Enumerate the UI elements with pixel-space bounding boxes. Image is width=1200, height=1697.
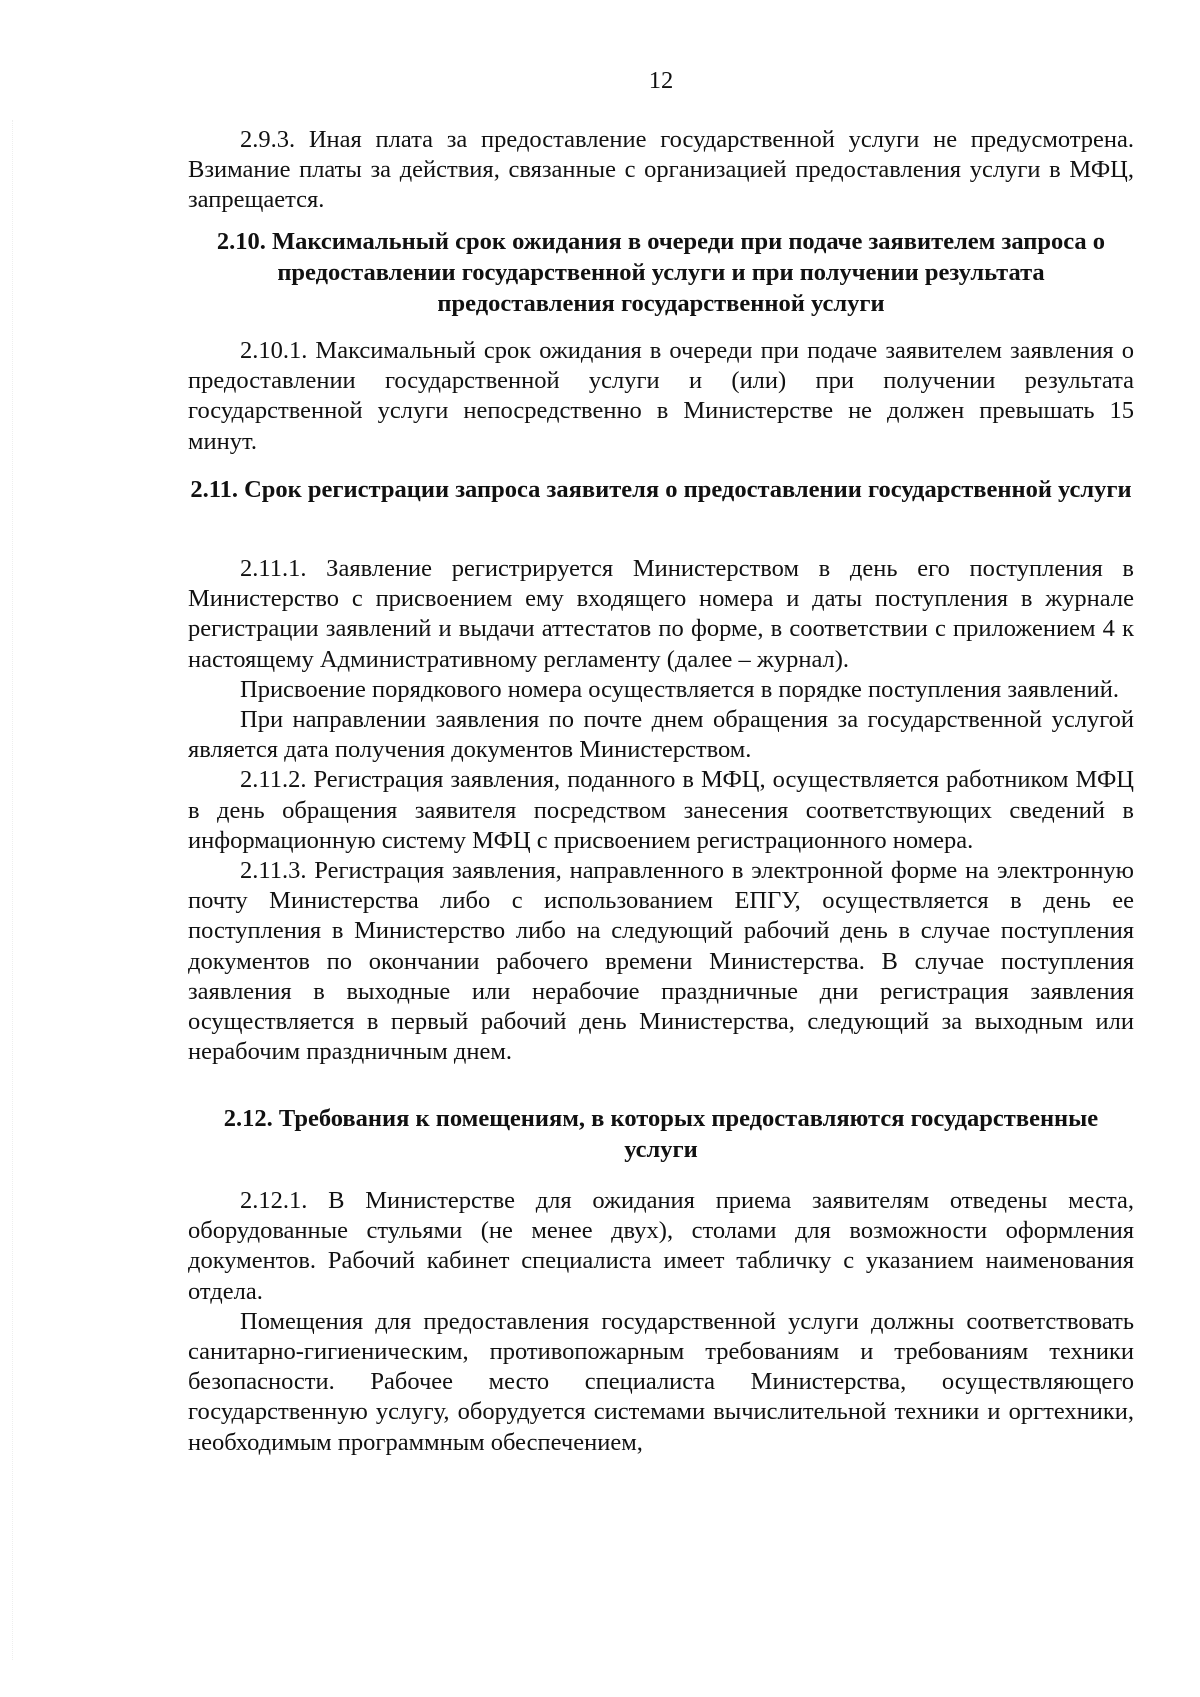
paragraph: Помещения для предоставления государственной услуги должны соответствовать санитарно-гигиеническим, противопожарным требованиям и требованиям техники безопасности. Рабочее место специалиста Министерства, осуществляющего государственную услугу, оборудуется системами вычислительной техники и оргтехники, необходимым программным обеспечением, bbox=[188, 1307, 1134, 1456]
section-2-11-body bbox=[188, 554, 1134, 1067]
section-2-10-body bbox=[188, 336, 1134, 457]
paragraph: 2.10.1. Максимальный срок ожидания в очереди при подаче заявителем заявления о предоставлении государственной услуги и (или) при получении результата государственной услуги непосредственно в Министерстве не должен превышать 15 минут. bbox=[188, 337, 1134, 455]
section-2-11-heading: 2.11. Срок регистрации запроса заявителя о предоставлении государственной услуги bbox=[190, 476, 1132, 503]
section-2-12-heading: 2.12. Требования к помещениям, в которых предоставляются государственные услуги bbox=[223, 1105, 1099, 1163]
section-2-12-body bbox=[188, 1186, 1134, 1458]
paragraph: 2.11.3. Регистрация заявления, направленного в электронной форме на электронную почту Министерства либо с использованием ЕПГУ, осуществляется в день ее поступления в Министерство либо на следующий рабочий день в случае поступления документов по окончании рабочего времени Министерства. В случае поступления заявления в выходные или нерабочие праздничные дни регистрация заявления осуществляется в первый рабочий день Министерства, следующий за выходным или нерабочим праздничным днем. bbox=[188, 857, 1134, 1066]
paragraph: При направлении заявления по почте днем обращения за государственной услугой является дата получения документов Министерством. bbox=[188, 706, 1134, 764]
paragraph: 2.11.1. Заявление регистрируется Министерством в день его поступления в Министерство с присвоением ему входящего номера и даты поступления в журнале регистрации заявлений и выдачи аттестатов по форме, в соответствии с приложением 4 к настоящему Административному регламенту (далее – журнал). bbox=[188, 555, 1134, 673]
scan-margin-artifact bbox=[12, 120, 14, 1660]
paragraph: 2.12.1. В Министерстве для ожидания приема заявителям отведены места, оборудованные стульями (не менее двух), столами для возможности оформления документов. Рабочий кабинет специалиста имеет табличку с указанием наименования отдела. bbox=[188, 1187, 1134, 1305]
page-number: 12 bbox=[648, 67, 674, 94]
paragraph: Присвоение порядкового номера осуществляется в порядке поступления заявлений. bbox=[240, 675, 1119, 703]
paragraph: 2.11.2. Регистрация заявления, поданного в МФЦ, осуществляется работником МФЦ в день обращения заявителя посредством занесения соответствующих сведений в информационную систему МФЦ с присвоением регистрационного номера. bbox=[188, 766, 1134, 854]
paragraph: 2.9.3. Иная плата за предоставление государственной услуги не предусмотрена. Взимание платы за действия, связанные с организацией предоставления услуги в МФЦ, запрещается. bbox=[188, 126, 1134, 214]
section-2-10-heading: 2.10. Максимальный срок ожидания в очереди при подаче заявителем запроса о предоставлении государственной услуги и при получении результата предоставления государственной услуги bbox=[216, 228, 1106, 317]
section-2-9-3-body bbox=[188, 125, 1134, 216]
